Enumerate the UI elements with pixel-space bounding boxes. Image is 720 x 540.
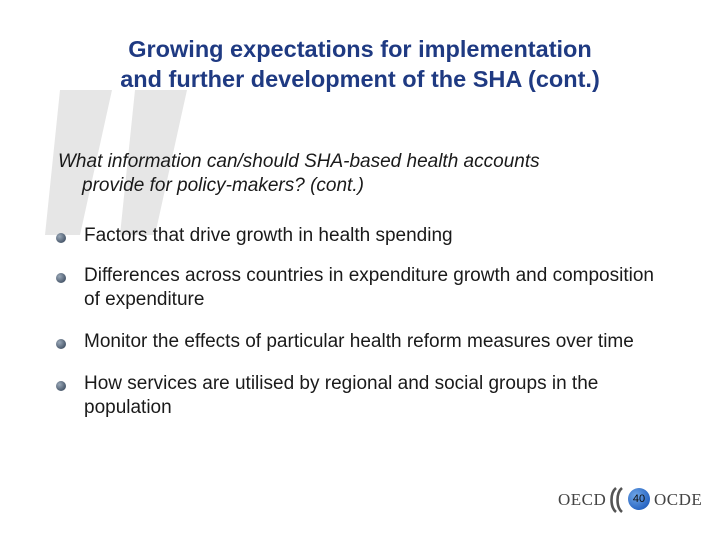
bullet-text: Monitor the effects of particular health reform measures over time	[84, 331, 634, 352]
title-line-2: and further development of the SHA (cont.)	[120, 66, 600, 92]
bullet-text: How services are utilised by regional and social groups in the population	[84, 373, 599, 418]
title-line-1: Growing expectations for implementation	[128, 36, 592, 62]
bullet-item	[56, 224, 656, 248]
bullet-dot-icon	[56, 273, 66, 283]
bullet-dot-icon	[56, 339, 66, 349]
bullet-item	[56, 264, 656, 312]
bullet-list	[56, 224, 656, 420]
logo-text-oecd: OECD	[558, 490, 607, 509]
intro-line-1: What information can/should SHA-based health accounts	[58, 151, 540, 172]
intro-line-2: provide for policy-makers? (cont.)	[82, 175, 364, 196]
bullet-dot-icon	[56, 381, 66, 391]
logo-text-ocde: OCDE	[654, 490, 703, 509]
bullet-item	[56, 372, 656, 420]
bullet-item	[56, 330, 656, 354]
bullet-text: Differences across countries in expenditure growth and composition of expenditure	[84, 265, 654, 310]
intro-question	[58, 150, 658, 198]
slide-title	[20, 34, 700, 94]
bullet-dot-icon	[56, 233, 66, 243]
page-number-badge: 40	[628, 488, 650, 510]
bullet-text: Factors that drive growth in health spending	[84, 225, 453, 246]
